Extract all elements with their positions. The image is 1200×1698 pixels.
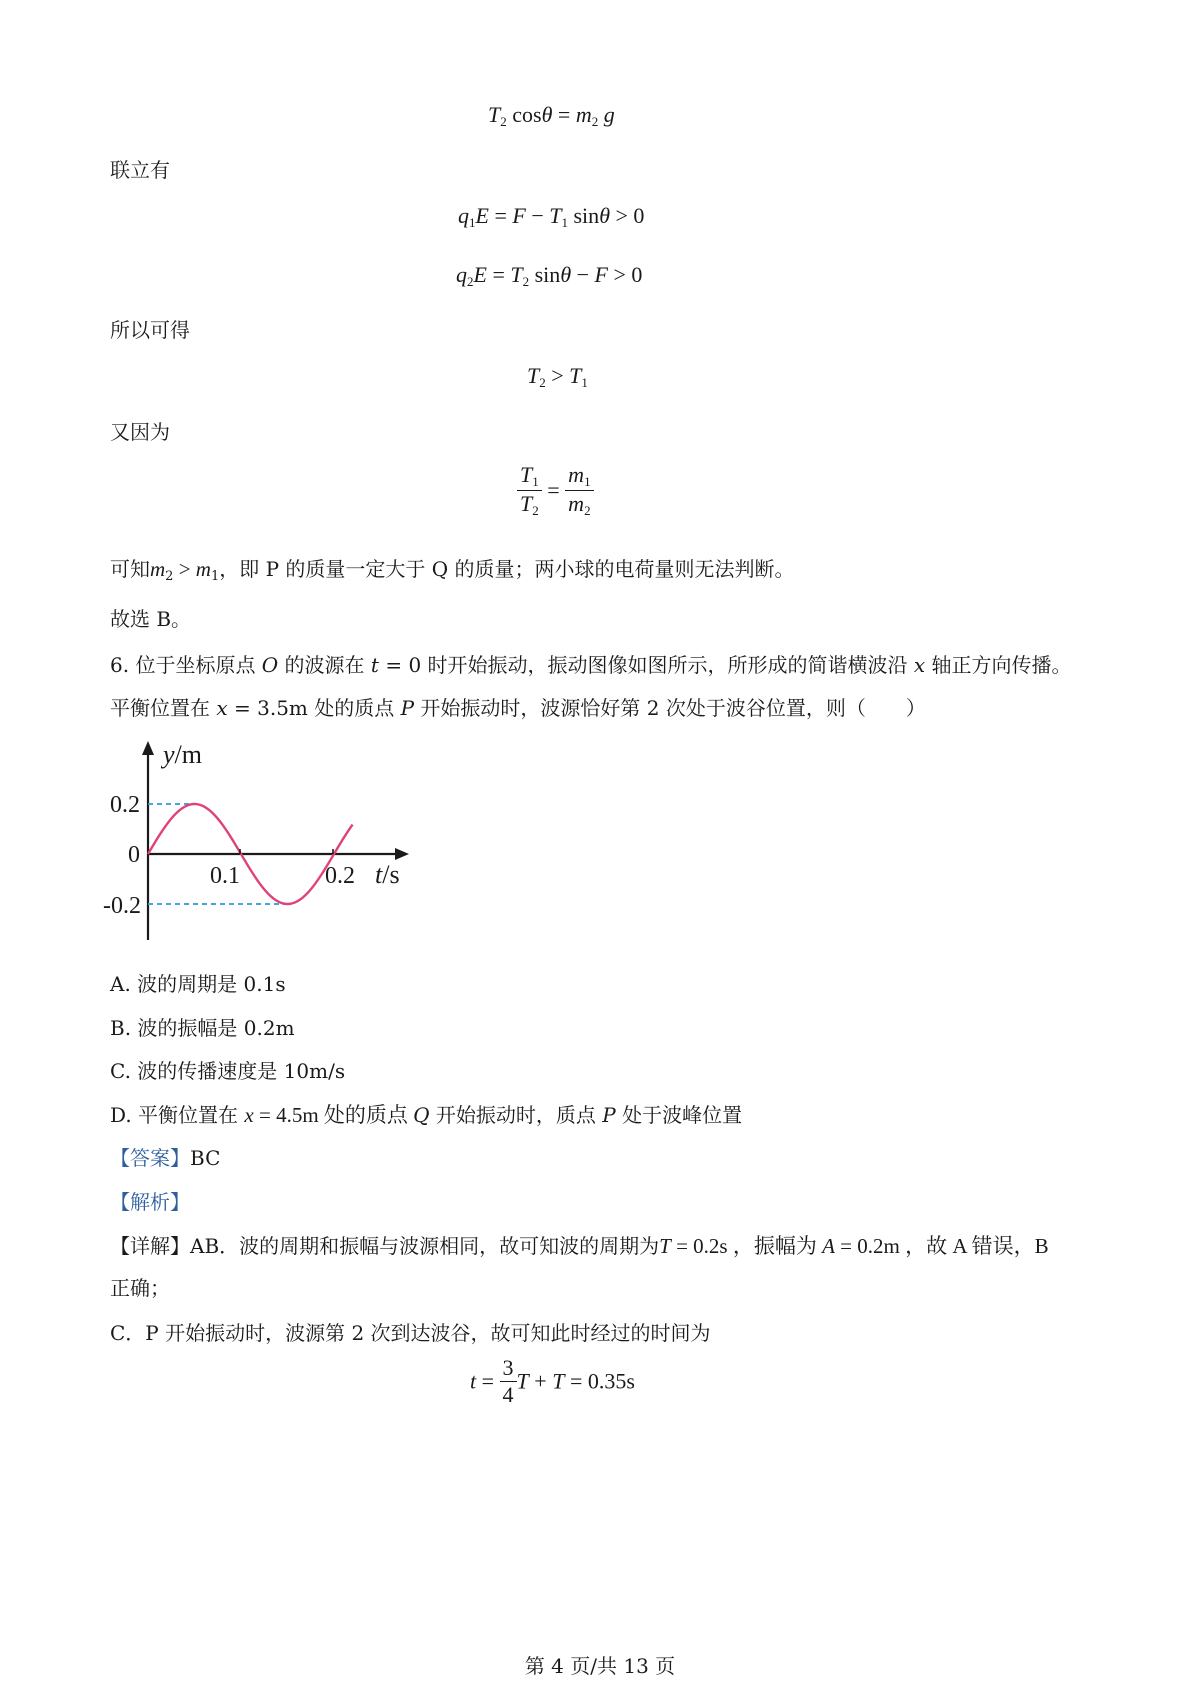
answer-label: 【答案】	[110, 1146, 190, 1170]
answer-line	[110, 1142, 220, 1171]
fraction-m: $\frac{m_1}{m_2}$	[565, 462, 593, 519]
y-tick-0: 0	[128, 842, 140, 868]
question-6-line2: 平衡位置在 x = 3.5m 处的质点 P 开始振动时，波源恰好第 2 次处于波谷位置，则（ ）	[110, 696, 926, 720]
x-axis-label: t/s	[375, 860, 400, 889]
vibration-graph	[95, 735, 425, 945]
x-tick-label-0.2: 0.2	[325, 863, 355, 889]
page-footer: 第 4 页/共 13 页	[524, 1654, 676, 1678]
fraction-three-quarters: $\frac{3}{4}$	[500, 1355, 517, 1408]
equation-ratio: $\frac{T_1}{T_2}$ = $\frac{m_1}{m_2}$	[517, 462, 594, 519]
option-d: D. 平衡位置在 x = 4.5m 处的质点 Q 开始振动时，质点 P 处于波峰位置	[110, 1103, 743, 1127]
text-guxuan: 故选 B。	[110, 607, 192, 631]
question-6-line1: 6. 位于坐标原点 O 的波源在 t = 0 时开始振动，振动图像如图所示，所形成的简谐横波沿 x 轴正方向传播。	[110, 653, 1072, 677]
text-suoyi: 所以可得	[110, 318, 190, 342]
y-tick-neg0.2: -0.2	[103, 893, 141, 919]
equation-tension-vertical: $T_2$ $\cos\theta = m_2$ g	[488, 102, 615, 129]
equation-t2-gt-t1: $T_2 > T_1$	[527, 363, 588, 390]
y-axis-arrow	[142, 741, 154, 755]
x-axis-arrow	[395, 848, 409, 860]
y-tick-0.2: 0.2	[110, 792, 140, 818]
equation-q1: $q_1E = F - T_1$ sinθ > 0	[458, 203, 645, 230]
detail-line1: 【详解】AB．波的周期和振幅与波源相同，故可知波的周期为T = 0.2s ，振幅为 A = 0.2m ，故 A 错误，B	[110, 1234, 1049, 1258]
x-tick-label-0.1: 0.1	[210, 863, 240, 889]
text-lianli: 联立有	[110, 158, 170, 182]
detail-line2: 正确；	[110, 1276, 170, 1300]
fraction-t: $\frac{T_1}{T_2}$	[517, 462, 542, 519]
option-c: C. 波的传播速度是 10m/s	[110, 1059, 346, 1083]
text-youyin: 又因为	[110, 420, 170, 444]
option-b: B. 波的振幅是 0.2m	[110, 1016, 295, 1040]
equation-q2: $q_2E = T_2$ sinθ − F > 0	[456, 262, 643, 289]
detail-c-line: C．P 开始振动时，波源第 2 次到达波谷，故可知此时经过的时间为	[110, 1321, 711, 1345]
option-a: A. 波的周期是 0.1s	[110, 972, 286, 996]
answer-value: BC	[190, 1146, 221, 1170]
equation-time: t = $\frac{3}{4}$ T + T = 0.35s	[470, 1355, 635, 1407]
analysis-label: 【解析】	[110, 1190, 190, 1214]
y-axis-label: y/m	[163, 740, 202, 769]
text-kezhi: 可知$m_2 > m_1$，即 P 的质量一定大于 Q 的质量；两小球的电荷量则无法判断。	[110, 557, 795, 584]
